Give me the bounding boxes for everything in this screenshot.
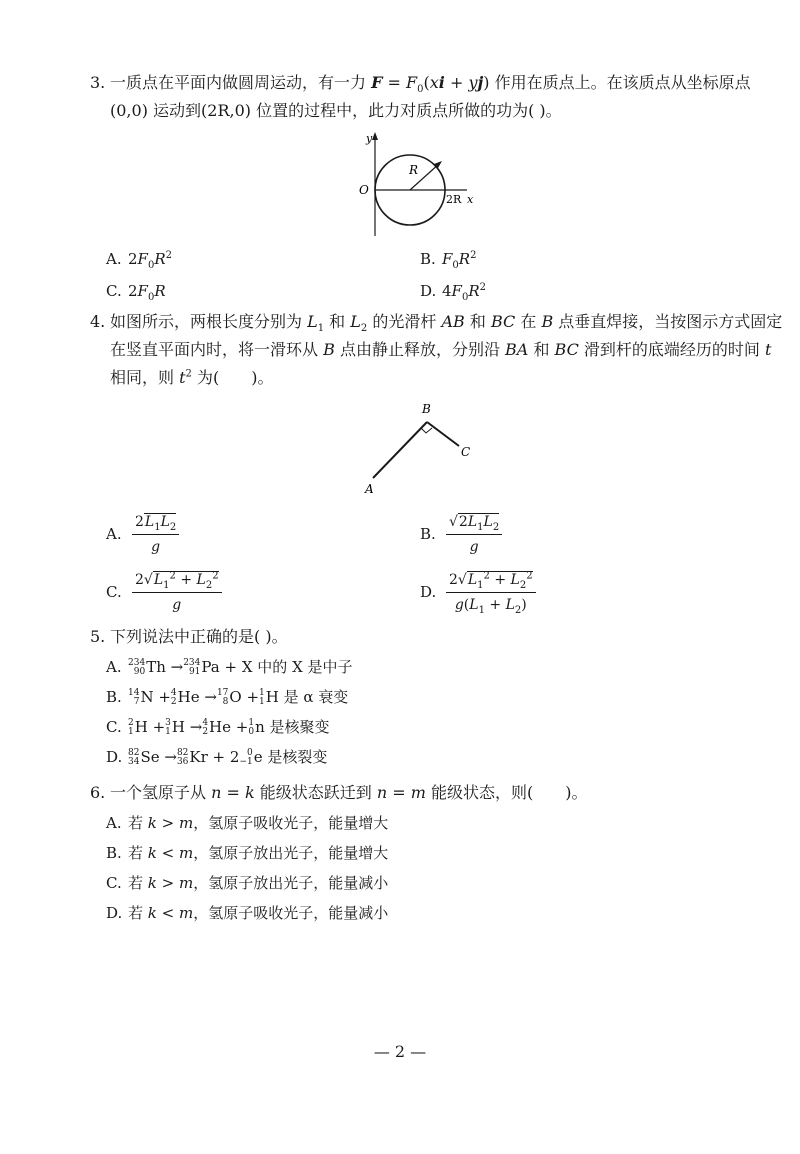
q6-stem: 一个氢原子从 n = k 能级状态跃迁到 n = m 能级状态，则( )。 bbox=[110, 783, 588, 802]
q4-option-c: C. $\frac{2√L_1^2 + L_2^2}{g}$ bbox=[106, 570, 222, 615]
q5-option-c-label: C. bbox=[106, 718, 122, 736]
q4-stem-line1: 如图所示，两根长度分别为 $L_1$ 和 $L_2$ 的光滑杆 AB 和 BC 在 B 点垂直焊接，当按图示方式固定 bbox=[110, 312, 783, 335]
q3-option-a-label: A. bbox=[106, 250, 122, 268]
q4-option-b: B. $\frac{√2L_1L_2}{g}$ bbox=[420, 512, 502, 557]
q3-option-c: C. $2F_0R$ bbox=[106, 282, 166, 303]
q3-option-b: B. $F_0R^2$ bbox=[420, 250, 477, 271]
q3-number: 3. bbox=[90, 73, 106, 92]
q4-rod-ab bbox=[373, 422, 427, 478]
q3-option-b-label: B. bbox=[420, 250, 436, 268]
q3-circle-figure bbox=[355, 128, 485, 240]
q3-stem-text-b: 作用在质点上。在该质点从坐标原点 bbox=[489, 73, 751, 92]
q6-option-b-label: B. bbox=[106, 844, 122, 862]
q3-option-d: D. $4F_0R^2$ bbox=[420, 282, 487, 303]
q3-stem-line2: (0,0) 运动到(2R,0) 位置的过程中，此力对质点所做的功为( )。 bbox=[110, 101, 562, 120]
q3-label-radius: R bbox=[409, 163, 419, 177]
q5-option-a: A. 234 90 Th → 234 91 Pa + X 中的 X 是中子 bbox=[106, 658, 353, 677]
q6-number: 6. bbox=[90, 783, 106, 802]
page-number: — 2 — bbox=[373, 1042, 427, 1061]
q5-option-d: D. 82 34 Se → 82 36 Kr + 2 0 −1 e 是核裂变 bbox=[106, 748, 328, 767]
q5-option-a-label: A. bbox=[106, 658, 122, 676]
q3-option-d-label: D. bbox=[420, 282, 437, 300]
q4-number: 4. bbox=[90, 312, 106, 331]
q3-y-arrow bbox=[372, 132, 378, 140]
q4-option-a-label: A. bbox=[106, 524, 122, 543]
q6-option-d-label: D. bbox=[106, 904, 123, 922]
q3-stem-line1: 一质点在平面内做圆周运动，有一力 $F = F_0(xi + yj)$ 作用在质点上。在该质点从坐标原点 bbox=[110, 73, 751, 96]
q5-stem: 下列说法中正确的是( )。 bbox=[110, 627, 288, 646]
q4-stem-line3: 相同，则 $t^2$ 为( )。 bbox=[110, 368, 274, 387]
q3-stem-text-a: 一质点在平面内做圆周运动，有一力 bbox=[110, 73, 372, 92]
q4-stem-line2: 在竖直平面内时，将一滑环从 B 点由静止释放，分别沿 BA 和 BC 滑到杆的底端经历的时间 t bbox=[110, 340, 772, 359]
q4-label-c: C bbox=[461, 445, 471, 459]
q6-option-b: B. 若 k < m，氢原子放出光子，能量增大 bbox=[106, 844, 389, 862]
q6-option-a: A. 若 k > m，氢原子吸收光子，能量增大 bbox=[106, 814, 389, 832]
q4-rod-bc bbox=[427, 422, 459, 446]
q4-option-d: D. $\frac{2√L_1^2 + L_2^2}{g(L_1 + L_2)}$ bbox=[420, 570, 536, 615]
q3-label-2r: 2R bbox=[446, 193, 462, 206]
q4-label-a: A bbox=[365, 482, 374, 496]
q4-option-b-label: B. bbox=[420, 524, 436, 543]
q5-option-b-label: B. bbox=[106, 688, 122, 706]
q5-number: 5. bbox=[90, 627, 106, 646]
q3-label-y: y bbox=[366, 132, 373, 145]
q3-option-c-label: C. bbox=[106, 282, 122, 300]
q5-option-b: B. 14 7 N + 4 2 He → 17 8 O + 1 1 H 是 α 衰变 bbox=[106, 688, 349, 707]
q4-rod-figure bbox=[355, 398, 485, 498]
q5-option-d-label: D. bbox=[106, 748, 123, 766]
q6-option-d: D. 若 k < m，氢原子吸收光子，能量减小 bbox=[106, 904, 389, 922]
q6-option-a-label: A. bbox=[106, 814, 122, 832]
q3-option-a: A. $2F_0R^2$ bbox=[106, 250, 173, 271]
q6-option-c: C. 若 k > m，氢原子放出光子，能量减小 bbox=[106, 874, 389, 892]
q4-option-d-label: D. bbox=[420, 582, 437, 601]
q6-option-c-label: C. bbox=[106, 874, 122, 892]
q3-label-origin: O bbox=[359, 183, 369, 197]
q3-label-x: x bbox=[467, 193, 474, 206]
q4-option-c-label: C. bbox=[106, 582, 122, 601]
q4-option-a: A. $\frac{2L_1L_2}{g}$ bbox=[106, 512, 179, 557]
q4-right-angle-mark bbox=[421, 428, 432, 433]
q4-label-b: B bbox=[422, 402, 431, 416]
q5-option-c: C. 2 1 H + 3 1 H → 4 2 He + 1 0 n 是核聚变 bbox=[106, 718, 330, 737]
